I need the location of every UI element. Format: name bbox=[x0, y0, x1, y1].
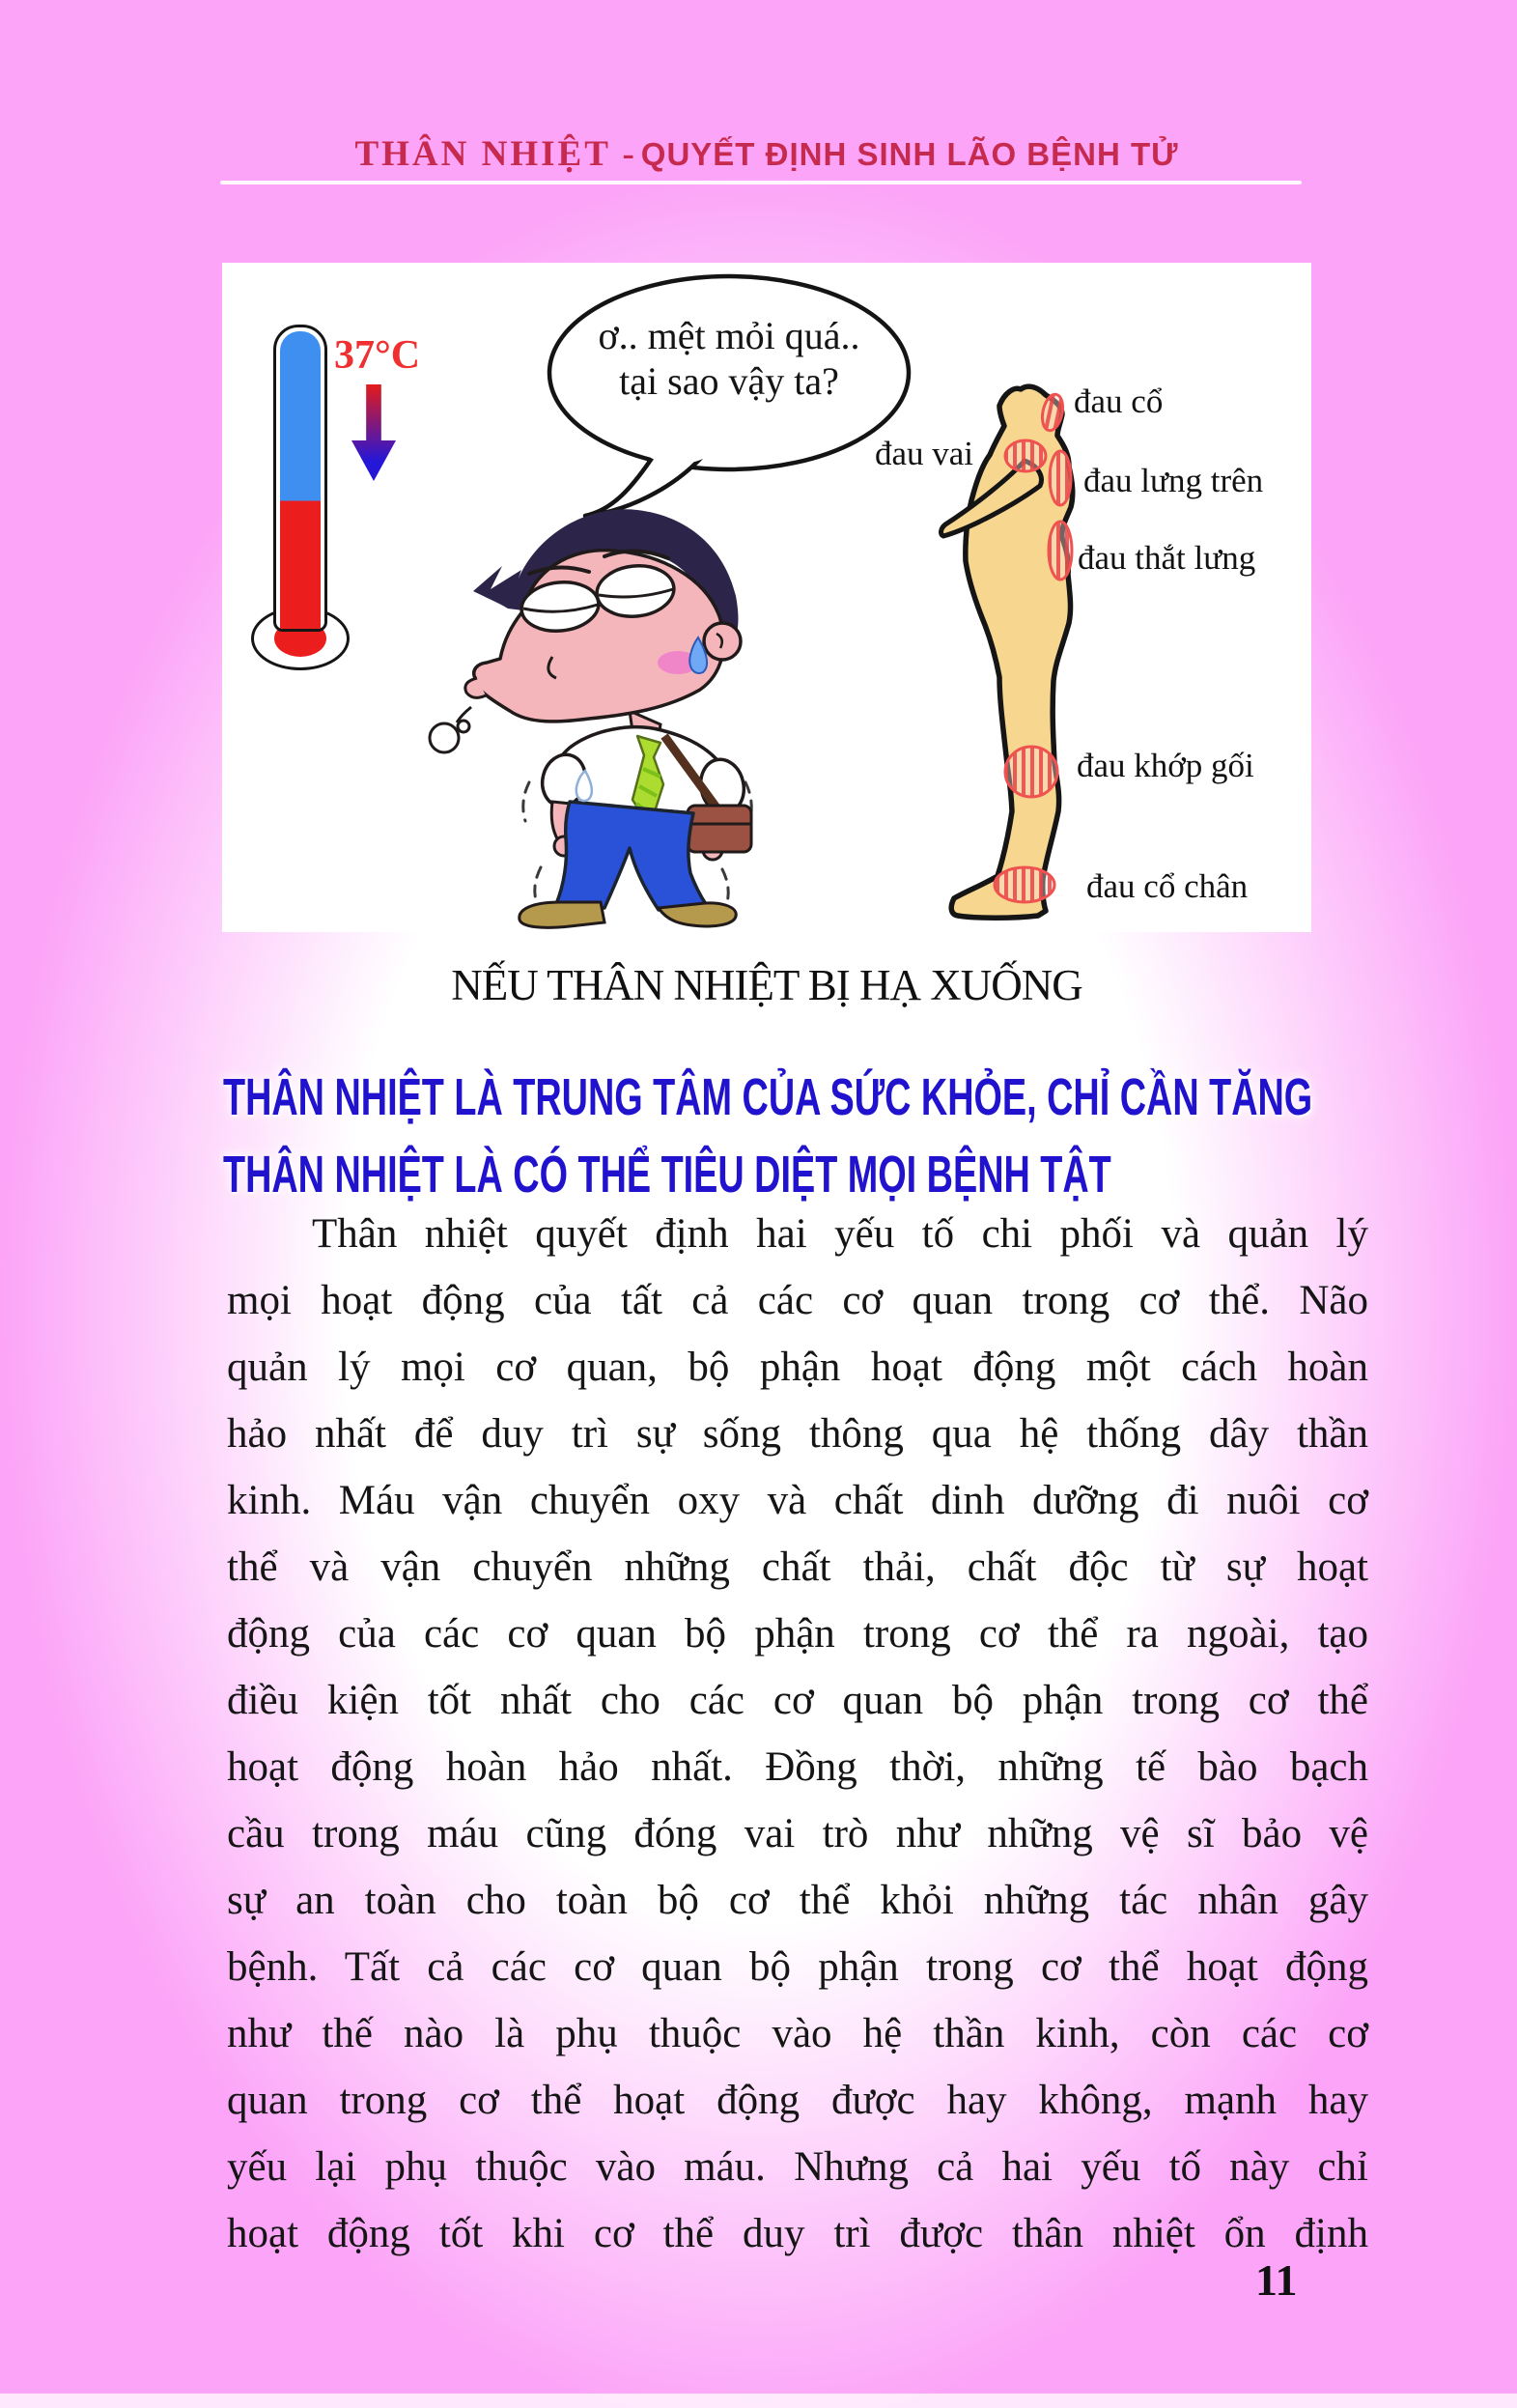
thermometer-mercury bbox=[280, 331, 321, 629]
section-heading-line-2: THÂN NHIỆT LÀ CÓ THỂ TIÊU DIỆT MỌI BỆNH TẬT bbox=[223, 1146, 1111, 1204]
body-paragraph bbox=[227, 1201, 1368, 2267]
header-title-left: THÂN NHIỆT - bbox=[354, 134, 637, 174]
body-text-line: hoạt động tốt khi cơ thể duy trì được thân nhiệt ổn định bbox=[227, 2211, 1368, 2256]
section-heading-line-1: THÂN NHIỆT LÀ TRUNG TÂM CỦA SỨC KHỎE, CHỈ CẦN TĂNG bbox=[223, 1068, 1313, 1126]
pain-label-lower-back: đau thắt lưng bbox=[1078, 539, 1256, 577]
speech-line-2: tại sao vậy ta? bbox=[619, 359, 839, 403]
body-text-line: như thế nào là phụ thuộc vào hệ thần kinh, còn các cơ bbox=[227, 2011, 1368, 2056]
body-text-line: sự an toàn cho toàn bộ cơ thể khỏi những tác nhân gây bbox=[227, 1878, 1368, 1923]
section-heading bbox=[223, 1059, 1382, 1213]
pain-label-shoulder: đau vai bbox=[874, 435, 973, 472]
thermometer-icon bbox=[273, 325, 327, 632]
body-text-line: Thân nhiệt quyết định hai yếu tố chi phối và quản lý bbox=[312, 1211, 1368, 1257]
speech-line-1: ơ.. mệt mỏi quá.. bbox=[598, 314, 860, 357]
page-number: 11 bbox=[1255, 2255, 1298, 2305]
body-text-line: quản lý mọi cơ quan, bộ phận hoạt động một cách hoàn bbox=[227, 1345, 1368, 1390]
body-text-line: yếu lại phụ thuộc vào máu. Nhưng cả hai yếu tố này chỉ bbox=[227, 2144, 1368, 2190]
body-text-line: cầu trong máu cũng đóng vai trò như những vệ sĩ bảo vệ bbox=[227, 1811, 1368, 1856]
body-text-line: động của các cơ quan bộ phận trong cơ thể ra ngoài, tạo bbox=[227, 1611, 1368, 1657]
body-text-line: quan trong cơ thể hoạt động được hay không, mạnh hay bbox=[227, 2078, 1368, 2123]
body-text-line: hoạt động hoàn hảo nhất. Đồng thời, những tế bào bạch bbox=[227, 1744, 1368, 1790]
temperature-label: 37°C bbox=[334, 333, 421, 378]
body-text-line: bệnh. Tất cả các cơ quan bộ phận trong cơ thể hoạt động bbox=[227, 1944, 1368, 1990]
pain-label-upper-back: đau lưng trên bbox=[1083, 462, 1264, 499]
illustration-caption: NẾU THÂN NHIỆT BỊ HẠ XUỐNG bbox=[451, 961, 1082, 1009]
speech-bubble-text bbox=[541, 313, 917, 404]
body-text-line: thể và vận chuyển những chất thải, chất độc từ sự hoạt bbox=[227, 1544, 1368, 1590]
pain-label-knee: đau khớp gối bbox=[1077, 747, 1254, 784]
pain-label-neck: đau cổ bbox=[1074, 382, 1164, 420]
body-text-line: hảo nhất để duy trì sự sống thông qua hệ thống dây thần bbox=[227, 1411, 1368, 1457]
header-divider bbox=[220, 181, 1302, 184]
header-title-right: QUYẾT ĐỊNH SINH LÃO BỆNH TỬ bbox=[640, 136, 1179, 172]
tired-man-illustration bbox=[415, 495, 763, 929]
page-header bbox=[222, 133, 1311, 175]
page-bottom-edge bbox=[0, 2394, 1517, 2408]
body-text-line: mọi hoạt động của tất cả các cơ quan trong cơ thể. Não bbox=[227, 1278, 1368, 1323]
body-text-line: điều kiện tốt nhất cho các cơ quan bộ phận trong cơ thể bbox=[227, 1678, 1368, 1723]
pain-label-ankle: đau cổ chân bbox=[1086, 867, 1249, 905]
body-text-line: kinh. Máu vận chuyển oxy và chất dinh dưỡng đi nuôi cơ bbox=[227, 1478, 1368, 1523]
